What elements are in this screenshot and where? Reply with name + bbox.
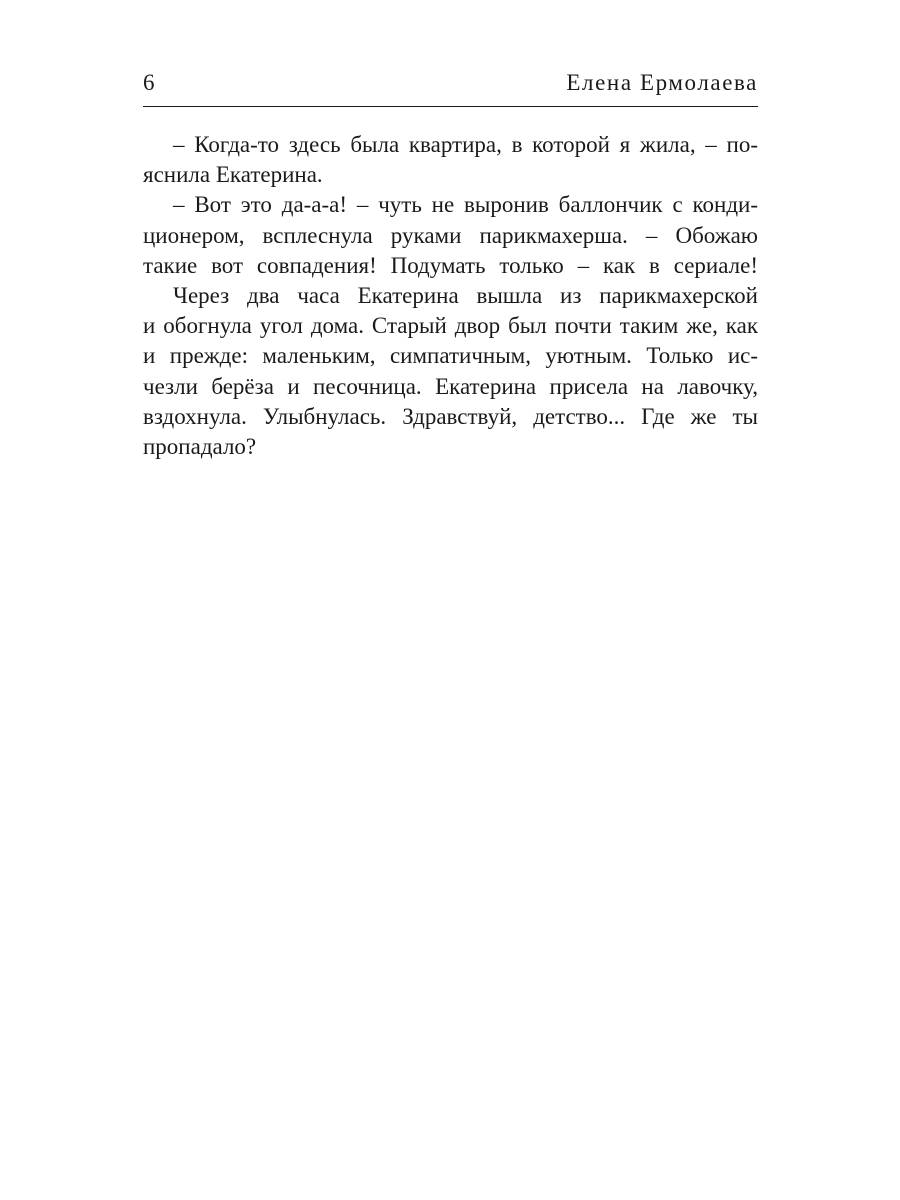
text-line: – Вот это да-а-а! – чуть не выронив баллончик с конди- xyxy=(173,192,758,218)
text-line: – Когда-то здесь была квартира, в которой я жила, – по- xyxy=(173,132,758,157)
text-line: ционером, всплеснула руками парикмахерша. – Обожаю xyxy=(143,222,758,248)
page-header xyxy=(143,66,758,106)
text-line: яснила Екатерина. xyxy=(143,162,323,188)
body-text xyxy=(143,130,758,462)
text-line: и прежде: маленьким, симпатичным, уютным. Только ис- xyxy=(143,343,758,369)
text-line: такие вот совпадения! Подумать только – как в сериале! xyxy=(143,252,758,278)
paragraph xyxy=(143,281,758,462)
header-rule xyxy=(143,106,758,107)
text-line: вздохнула. Улыбнулась. Здравствуй, детство... Где же ты xyxy=(143,403,758,429)
running-head-author: Елена Ермолаева xyxy=(566,70,758,95)
paragraph xyxy=(143,130,758,190)
text-line: пропадало? xyxy=(143,434,257,460)
text-line: чезли берёза и песочница. Екатерина присела на лавочку, xyxy=(143,373,758,399)
text-line: Через два часа Екатерина вышла из парикмахерской xyxy=(173,283,758,309)
paragraph xyxy=(143,190,758,281)
page-number: 6 xyxy=(143,70,155,95)
text-line: и обогнула угол дома. Старый двор был почти таким же, как xyxy=(143,313,758,339)
